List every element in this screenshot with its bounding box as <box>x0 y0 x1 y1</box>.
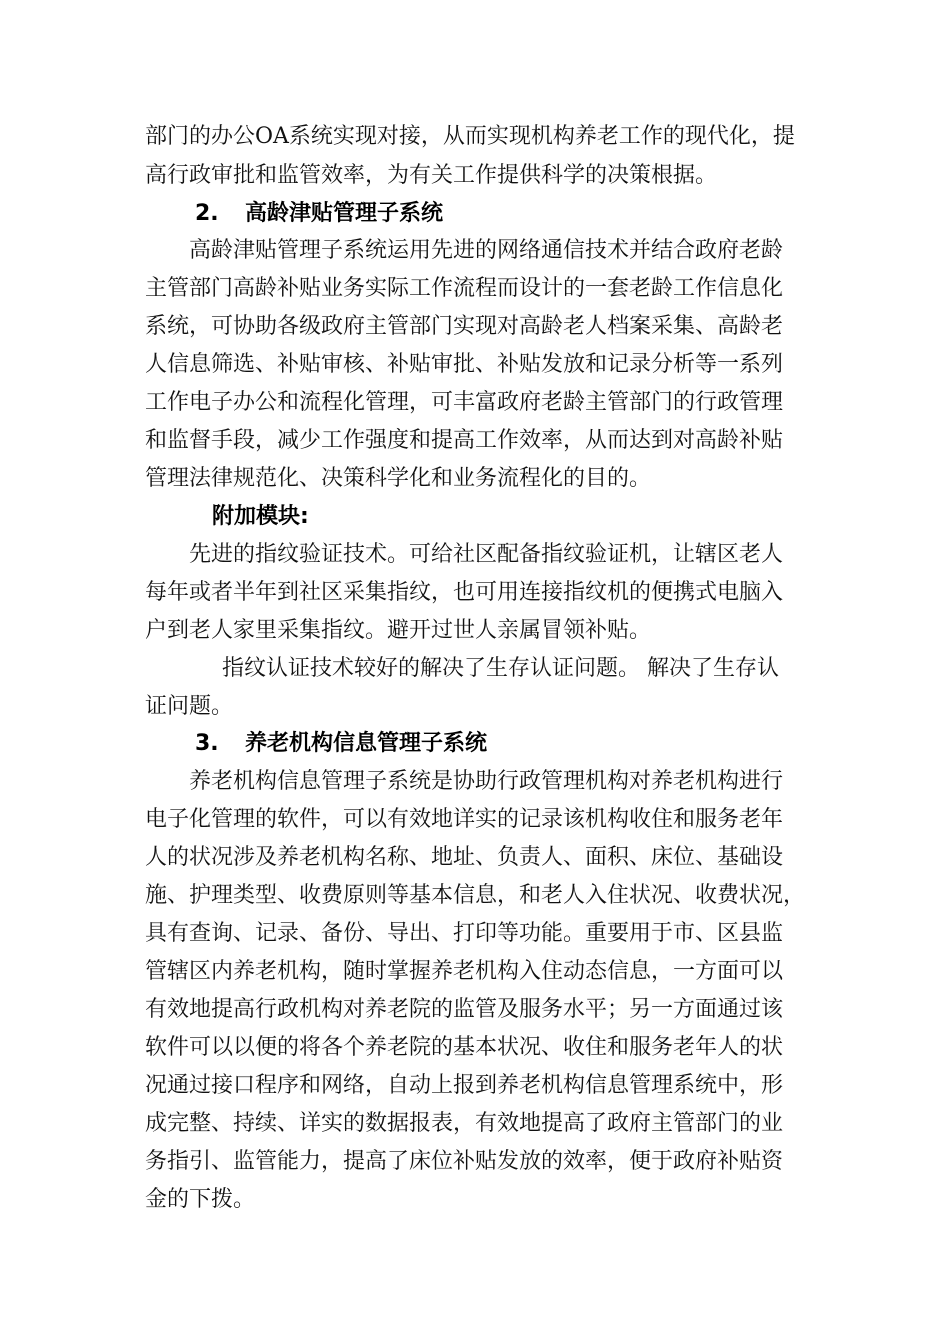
paragraph-line: 工作电子办公和流程化管理，可丰富政府老龄主管部门的行政管理 <box>145 390 784 415</box>
paragraph-line: 具有查询、记录、备份、导出、打印等功能。重要用于市、区县监 <box>145 921 784 946</box>
paragraph-line: 成完整、持续、详实的数据报表，有效地提高了政府主管部门的业 <box>145 1111 784 1136</box>
paragraph-line: 人信息筛选、补贴审核、补贴审批、补贴发放和记录分析等一系列 <box>145 352 784 377</box>
paragraph-line: 养老机构信息管理子系统是协助行政管理机构对养老机构进行 <box>189 769 784 794</box>
paragraph-line: 电子化管理的软件，可以有效地详实的记录该机构收住和服务老年 <box>145 807 784 832</box>
section-heading-3 <box>195 724 487 764</box>
paragraph-line: 况通过接口程序和网络，自动上报到养老机构信息管理系统中，形 <box>145 1073 784 1098</box>
section-number: 2. <box>195 201 219 226</box>
paragraph-line: 指纹认证技术较好的解决了生存认证问题。 解决了生存认 <box>222 656 779 681</box>
paragraph-line: 人的状况涉及养老机构名称、地址、负责人、面积、床位、基础设 <box>145 845 784 870</box>
paragraph-line: 主管部门高龄补贴业务实际工作流程而设计的一套老龄工作信息化 <box>145 276 784 301</box>
paragraph-line: 施、护理类型、收费原则等基本信息，和老人入住状况、收费状况， <box>145 883 806 908</box>
paragraph-line: 每年或者半年到社区采集指纹，也可用连接指纹机的便携式电脑入 <box>145 580 784 605</box>
paragraph-line: 户到老人家里采集指纹。避开过世人亲属冒领补贴。 <box>145 618 652 643</box>
addon-heading: 附加模块: <box>212 504 309 529</box>
paragraph-line: 和监督手段，减少工作强度和提高工作效率，从而达到对高龄补贴 <box>145 428 784 453</box>
paragraph-line: 务指引、监管能力，提高了床位补贴发放的效率，便于政府补贴资 <box>145 1149 784 1174</box>
paragraph-line: 高行政审批和监管效率，为有关工作提供科学的决策根据。 <box>145 163 718 188</box>
section-title: 养老机构信息管理子系统 <box>245 731 488 756</box>
paragraph-line: 先进的指纹验证技术。可给社区配备指纹验证机，让辖区老人 <box>189 542 784 567</box>
section-title: 高龄津贴管理子系统 <box>245 201 444 226</box>
paragraph-line: 系统，可协助各级政府主管部门实现对高龄老人档案采集、高龄老 <box>145 314 784 339</box>
paragraph-line: 管理法律规范化、决策科学化和业务流程化的目的。 <box>145 466 652 491</box>
section-heading-2 <box>195 194 443 234</box>
paragraph-line: 有效地提高行政机构对养老院的监管及服务水平；另一方面通过该 <box>145 997 784 1022</box>
paragraph-line: 高龄津贴管理子系统运用先进的网络通信技术并结合政府老龄 <box>189 238 784 263</box>
paragraph-line: 管辖区内养老机构，随时掌握养老机构入住动态信息，一方面可以 <box>145 959 784 984</box>
section-number: 3. <box>195 731 219 756</box>
paragraph-line: 金的下拨。 <box>145 1187 256 1212</box>
paragraph-line: 软件可以以便的将各个养老院的基本状况、收住和服务老年人的状 <box>145 1035 784 1060</box>
paragraph-line: 部门的办公OA系统实现对接，从而实现机构养老工作的现代化，提 <box>145 124 795 149</box>
paragraph-line: 证问题。 <box>145 694 234 719</box>
